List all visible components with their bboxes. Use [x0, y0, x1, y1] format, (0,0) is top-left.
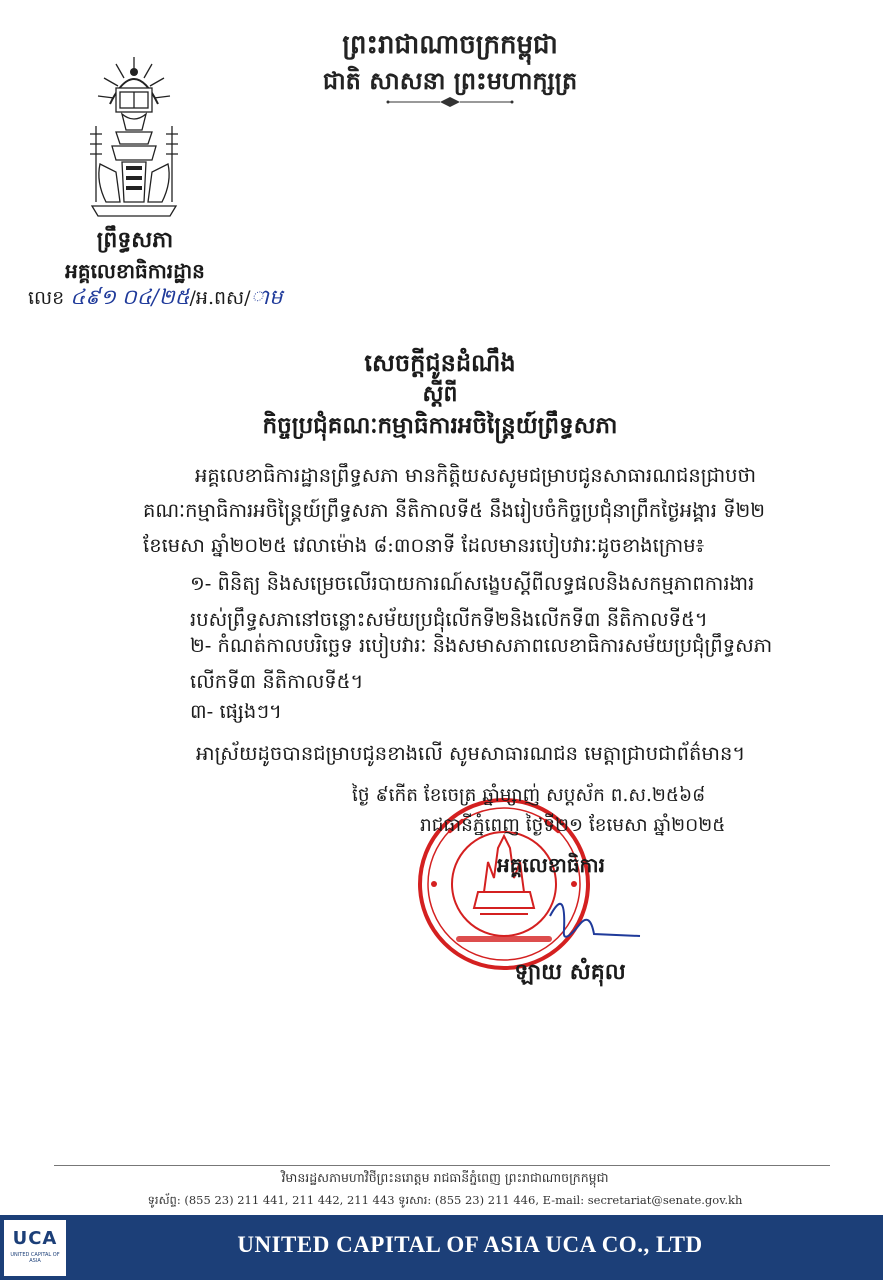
closing-paragraph: អាស្រ័យដូចបានជម្រាបជូនខាងលើ សូមសាធារណជន មេត្តាជ្រាបជាព័ត៌មាន។	[196, 742, 746, 765]
intro-paragraph: អគ្គលេខាធិការដ្ឋានព្រឹទ្ធសភា មានកិត្តិយសសូមជម្រាបជូនសាធារណជនជ្រាបថា គណៈកម្មាធិការអចិន្ត្រៃយ៍ព្រឹទ្ធសភា នីតិកាលទី៥ នឹងរៀបចំកិច្ចប្រជុំនាព្រឹកថ្ងៃអង្គារ ទី២២ ខែមេសា ឆ្នាំ២០២៥ វេលាម៉ោង ៨:៣០នាទី ដែលមានរបៀបវារៈដូចខាងក្រោម៖	[143, 464, 766, 557]
uca-logo-text: UCA	[12, 1228, 58, 1249]
agenda-item-2: ២- កំណត់កាលបរិច្ឆេទ របៀបវារៈ និងសមាសភាពលេខាធិការសម័យប្រជុំព្រឹទ្ធសភាលើកទី៣ នីតិកាលទី៥។	[190, 634, 773, 693]
reference-number	[28, 284, 348, 315]
solar-date: រាជធានីភ្នំពេញ ថ្ងៃទី២១ ខែមេសា ឆ្នាំ២០២៥	[420, 815, 726, 836]
reference-prefix: លេខ	[28, 287, 65, 309]
footer-contact: ទូរស័ព្ទ: (855 23) 211 441, 211 442, 211 443 ទូរសារ: (855 23) 211 446, E-mail: secretariat@senate.gov.kh	[147, 1193, 743, 1207]
reference-number-handwritten: ៤៩១	[70, 285, 116, 309]
company-name: UNITED CAPITAL OF ASIA UCA CO., LTD	[237, 1232, 703, 1257]
ornament-divider	[380, 96, 520, 108]
notice-title: សេចក្តីជូនដំណឹង	[364, 348, 516, 377]
uca-logo-subtext: UNITED CAPITAL OF ASIA	[10, 1252, 60, 1264]
agenda-item-1: ១- ពិនិត្យ និងសម្រេចលើរបាយការណ៍សង្ខេបស្តីពីលទ្ធផលនិងសកម្មភាពការងាររបស់ព្រឹទ្ធសភានៅចន្លោះសម័យប្រជុំលើកទី២និងលើកទី៣ នីតិកាលទី៥។	[190, 572, 755, 631]
signatory-title: អគ្គលេខាធិការ	[497, 853, 605, 877]
reference-code: /អ.ពស/	[189, 287, 251, 309]
senate-name: ព្រឹទ្ធសភា	[96, 227, 174, 253]
kingdom-heading: ព្រះរាជាណាចក្រកម្ពុជា	[342, 30, 558, 60]
notice-subject: កិច្ចប្រជុំគណៈកម្មាធិការអចិន្ត្រៃយ៍ព្រឹទ្ធសភា	[262, 412, 618, 439]
motto-heading: ជាតិ សាសនា ព្រះមហាក្សត្រ	[322, 66, 578, 95]
footer-address: វិមានរដ្ឋសភាមហាវិថីព្រះនរោត្តម រាជធានីភ្នំពេញ ព្រះរាជាណាចក្រកម្ពុជា	[281, 1170, 609, 1185]
footer-divider	[54, 1165, 830, 1166]
uca-logo	[4, 1220, 66, 1276]
notice-subject-label: ស្តីពី	[422, 381, 458, 407]
lunar-date-text: ថ្ងៃ ៩កើត ខែចេត្រ ឆ្នាំម្សាញ់ សប្តស័ក ព.ស.២៥៦៨	[352, 785, 706, 806]
reference-suffix-handwritten: ាម	[250, 285, 283, 309]
signatory-name: ឡាយ សំគុល	[514, 959, 626, 985]
general-secretariat-name: អគ្គលេខាធិការដ្ឋាន	[65, 259, 205, 283]
handwritten-signature	[520, 876, 660, 956]
agenda-item-3: ៣- ផ្សេងៗ។	[190, 700, 282, 723]
senate-emblem-logo	[86, 52, 182, 222]
reference-date-handwritten: ០៤/២៥	[121, 285, 190, 309]
lunar-date	[352, 784, 812, 811]
